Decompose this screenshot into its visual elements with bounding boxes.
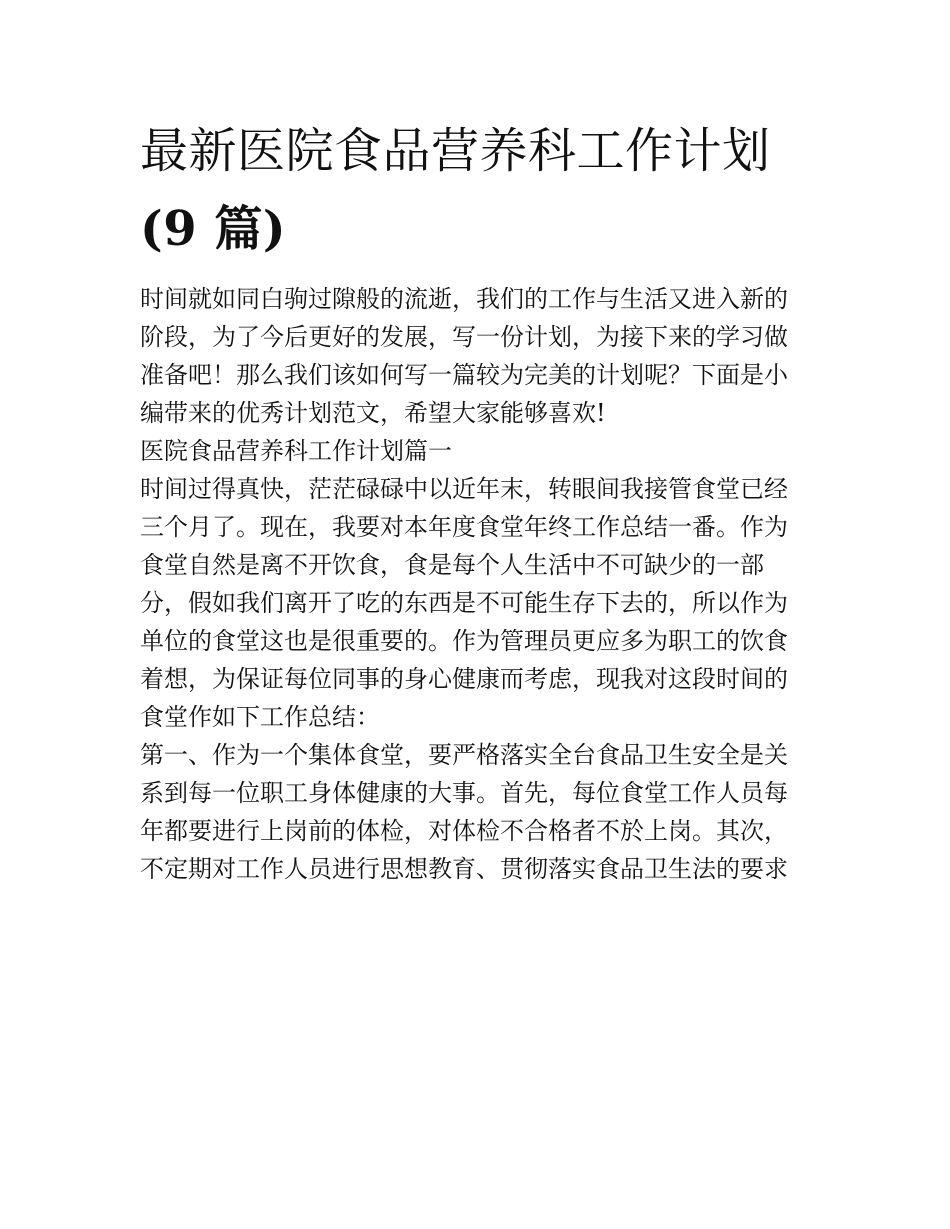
text-line: 不定期对工作人员进行思想教育、贯彻落实食品卫生法的要求 (140, 855, 788, 883)
document-title (140, 112, 815, 268)
text-line: 系到每一位职工身体健康的大事。首先，每位食堂工作人员每 (140, 779, 788, 807)
text-line: 三个月了。现在，我要对本年度食堂年终工作总结一番。作为 (140, 513, 788, 541)
text-line: 食堂作如下工作总结： (140, 703, 380, 731)
text-line: 年都要进行上岗前的体检，对体检不合格者不於上岗。其次， (140, 817, 788, 845)
body-paragraph-2 (140, 736, 815, 888)
text-line: 准备吧！那么我们该如何写一篇较为完美的计划呢？下面是小 (140, 361, 788, 389)
intro-paragraph (140, 280, 815, 432)
text-line: 着想，为保证每位同事的身心健康而考虑，现我对这段时间的 (140, 665, 788, 693)
text-line: 食堂自然是离不开饮食，食是每个人生活中不可缺少的一部 (140, 551, 764, 579)
text-line: 时间过得真快，茫茫碌碌中以近年末，转眼间我接管食堂已经 (140, 475, 788, 503)
text-line: 时间就如同白驹过隙般的流逝，我们的工作与生活又进入新的 (140, 285, 788, 313)
title-line-2: (9 篇) (140, 201, 287, 257)
section-heading: 医院食品营养科工作计划篇一 (140, 437, 452, 465)
text-line: 编带来的优秀计划范文，希望大家能够喜欢! (140, 399, 606, 427)
title-line-1: 最新医院食品营养科工作计划 (140, 123, 771, 179)
text-line: 阶段，为了今后更好的发展，写一份计划，为接下来的学习做 (140, 323, 788, 351)
text-line: 第一、作为一个集体食堂，要严格落实全台食品卫生安全是关 (140, 741, 788, 769)
text-line: 分，假如我们离开了吃的东西是不可能生存下去的，所以作为 (140, 589, 788, 617)
body-paragraph-1 (140, 470, 815, 736)
document-body (140, 112, 815, 888)
text-line: 单位的食堂这也是很重要的。作为管理员更应多为职工的饮食 (140, 627, 788, 655)
